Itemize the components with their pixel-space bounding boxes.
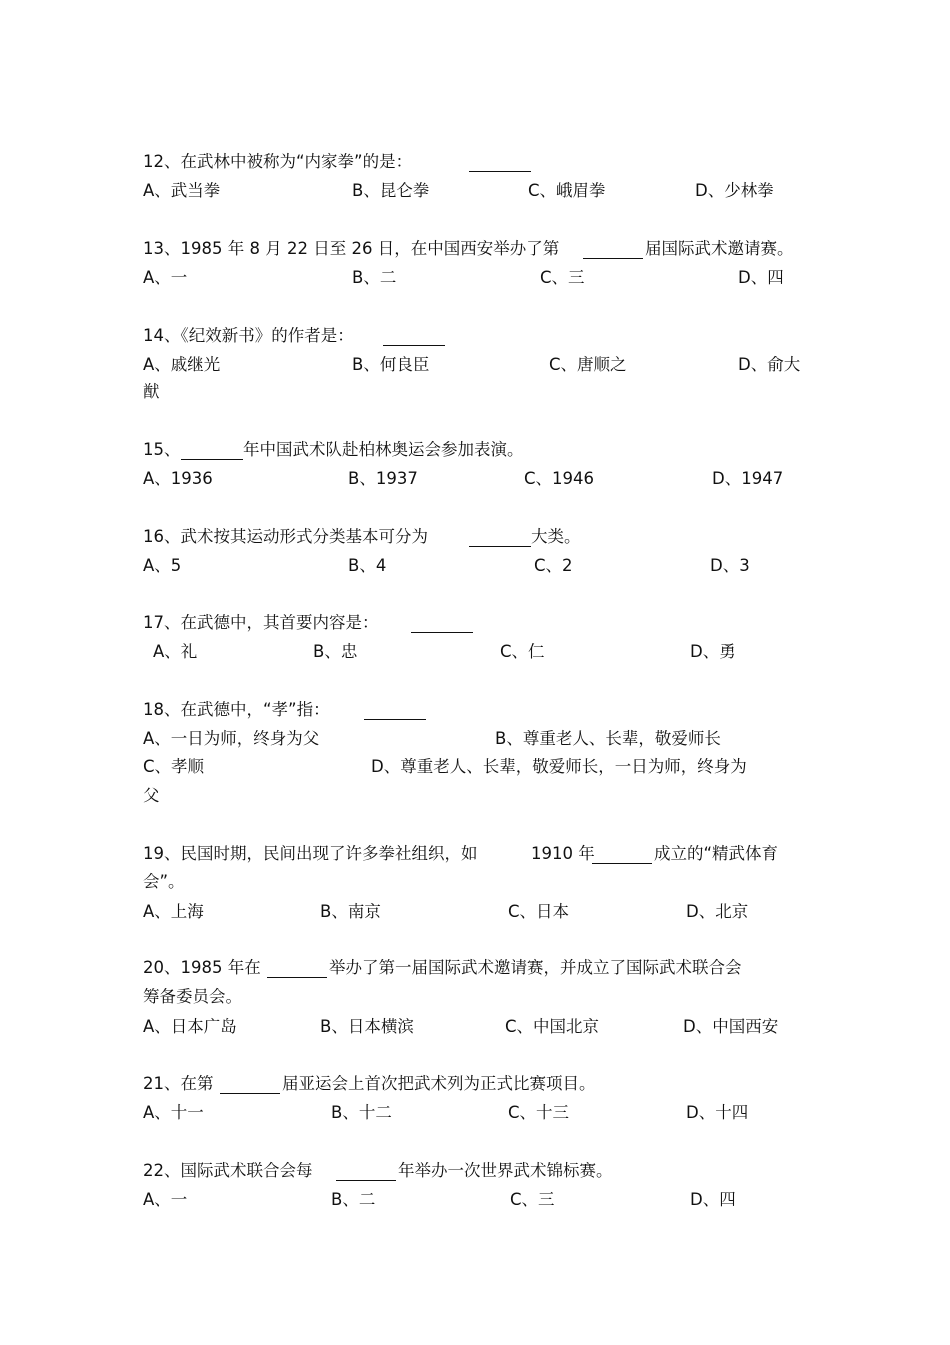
question-stem: 成立的“精武体育 [654, 844, 779, 863]
answer-option: D、四 [738, 268, 784, 287]
answer-option: C、仁 [500, 642, 545, 661]
answer-option: C、三 [540, 268, 585, 287]
question-wrap-text: 猷 [143, 382, 160, 401]
question-stem: 18、在武德中，“孝”指： [143, 700, 330, 719]
answer-option: D、少林拳 [695, 181, 774, 200]
answer-option: A、1936 [143, 469, 213, 488]
answer-option: D、中国西安 [683, 1017, 779, 1036]
answer-option: B、4 [348, 556, 387, 575]
question-stem: 17、在武德中，其首要内容是： [143, 613, 379, 632]
answer-option: C、中国北京 [505, 1017, 600, 1036]
answer-option: D、十四 [686, 1103, 749, 1122]
answer-blank [267, 977, 327, 978]
answer-option: C、三 [510, 1190, 555, 1209]
answer-option: B、二 [352, 268, 397, 287]
answer-option: C、2 [534, 556, 573, 575]
answer-option: B、忠 [313, 642, 358, 661]
answer-option: D、北京 [686, 902, 749, 921]
answer-blank [220, 1093, 280, 1094]
question-stem: 19、民国时期，民间出现了许多拳社组织，如 [143, 844, 478, 863]
question-stem: 1910 年 [531, 844, 595, 863]
answer-option: C、唐顺之 [549, 355, 627, 374]
answer-option: A、日本广岛 [143, 1017, 237, 1036]
question-stem: 12、在武林中被称为“内家拳”的是： [143, 152, 413, 171]
answer-option: A、上海 [143, 902, 204, 921]
answer-option: B、日本横滨 [320, 1017, 414, 1036]
answer-option: A、十一 [143, 1103, 204, 1122]
answer-blank [181, 459, 243, 460]
answer-option: D、3 [710, 556, 750, 575]
question-stem: 届亚运会上首次把武术列为正式比赛项目。 [282, 1074, 596, 1093]
question-stem: 16、武术按其运动形式分类基本可分为 [143, 527, 428, 546]
answer-option: B、十二 [331, 1103, 392, 1122]
answer-option: A、武当拳 [143, 181, 221, 200]
question-stem: 年中国武术队赴柏林奥运会参加表演。 [243, 440, 524, 459]
answer-option: B、南京 [320, 902, 381, 921]
answer-option: C、十三 [508, 1103, 570, 1122]
answer-blank [364, 719, 426, 720]
question-stem: 13、1985 年 8 月 22 日至 26 日，在中国西安举办了第 [143, 239, 560, 258]
question-stem: 大类。 [531, 527, 581, 546]
answer-option: D、四 [690, 1190, 736, 1209]
question-stem: 举办了第一届国际武术邀请赛，并成立了国际武术联合会 [329, 958, 742, 977]
answer-blank [583, 258, 643, 259]
answer-option: B、昆仑拳 [352, 181, 430, 200]
answer-option: C、日本 [508, 902, 570, 921]
answer-blank [411, 632, 473, 633]
answer-option: D、尊重老人、长辈，敬爱师长，一日为师，终身为 [371, 757, 747, 776]
answer-option: C、孝顺 [143, 757, 205, 776]
answer-option: A、礼 [153, 642, 198, 661]
answer-option: B、1937 [348, 469, 418, 488]
question-wrap-text: 筹备委员会。 [143, 987, 242, 1006]
question-stem: 15、 [143, 440, 181, 459]
answer-option: A、一日为师，终身为父 [143, 729, 320, 748]
answer-option: C、峨眉拳 [528, 181, 606, 200]
answer-blank [336, 1180, 396, 1181]
answer-blank [592, 863, 652, 864]
answer-blank [469, 546, 531, 547]
question-stem: 14、《纪效新书》的作者是： [143, 326, 354, 345]
answer-option: D、勇 [690, 642, 736, 661]
answer-blank [383, 345, 445, 346]
answer-option: B、尊重老人、长辈，敬爱师长 [495, 729, 721, 748]
question-stem: 届国际武术邀请赛。 [645, 239, 794, 258]
answer-option: B、何良臣 [352, 355, 430, 374]
question-stem: 20、1985 年在 [143, 958, 261, 977]
answer-option: A、一 [143, 1190, 188, 1209]
question-stem: 21、在第 [143, 1074, 214, 1093]
question-stem: 年举办一次世界武术锦标赛。 [398, 1161, 613, 1180]
answer-option: A、戚继光 [143, 355, 221, 374]
answer-option: B、二 [331, 1190, 376, 1209]
answer-option: C、1946 [524, 469, 595, 488]
answer-option: A、一 [143, 268, 188, 287]
answer-blank [469, 171, 531, 172]
question-wrap-text: 会”。 [143, 872, 185, 891]
answer-option: D、俞大 [738, 355, 801, 374]
question-wrap-text: 父 [143, 786, 160, 805]
answer-option: D、1947 [712, 469, 784, 488]
question-stem: 22、国际武术联合会每 [143, 1161, 313, 1180]
answer-option: A、5 [143, 556, 182, 575]
